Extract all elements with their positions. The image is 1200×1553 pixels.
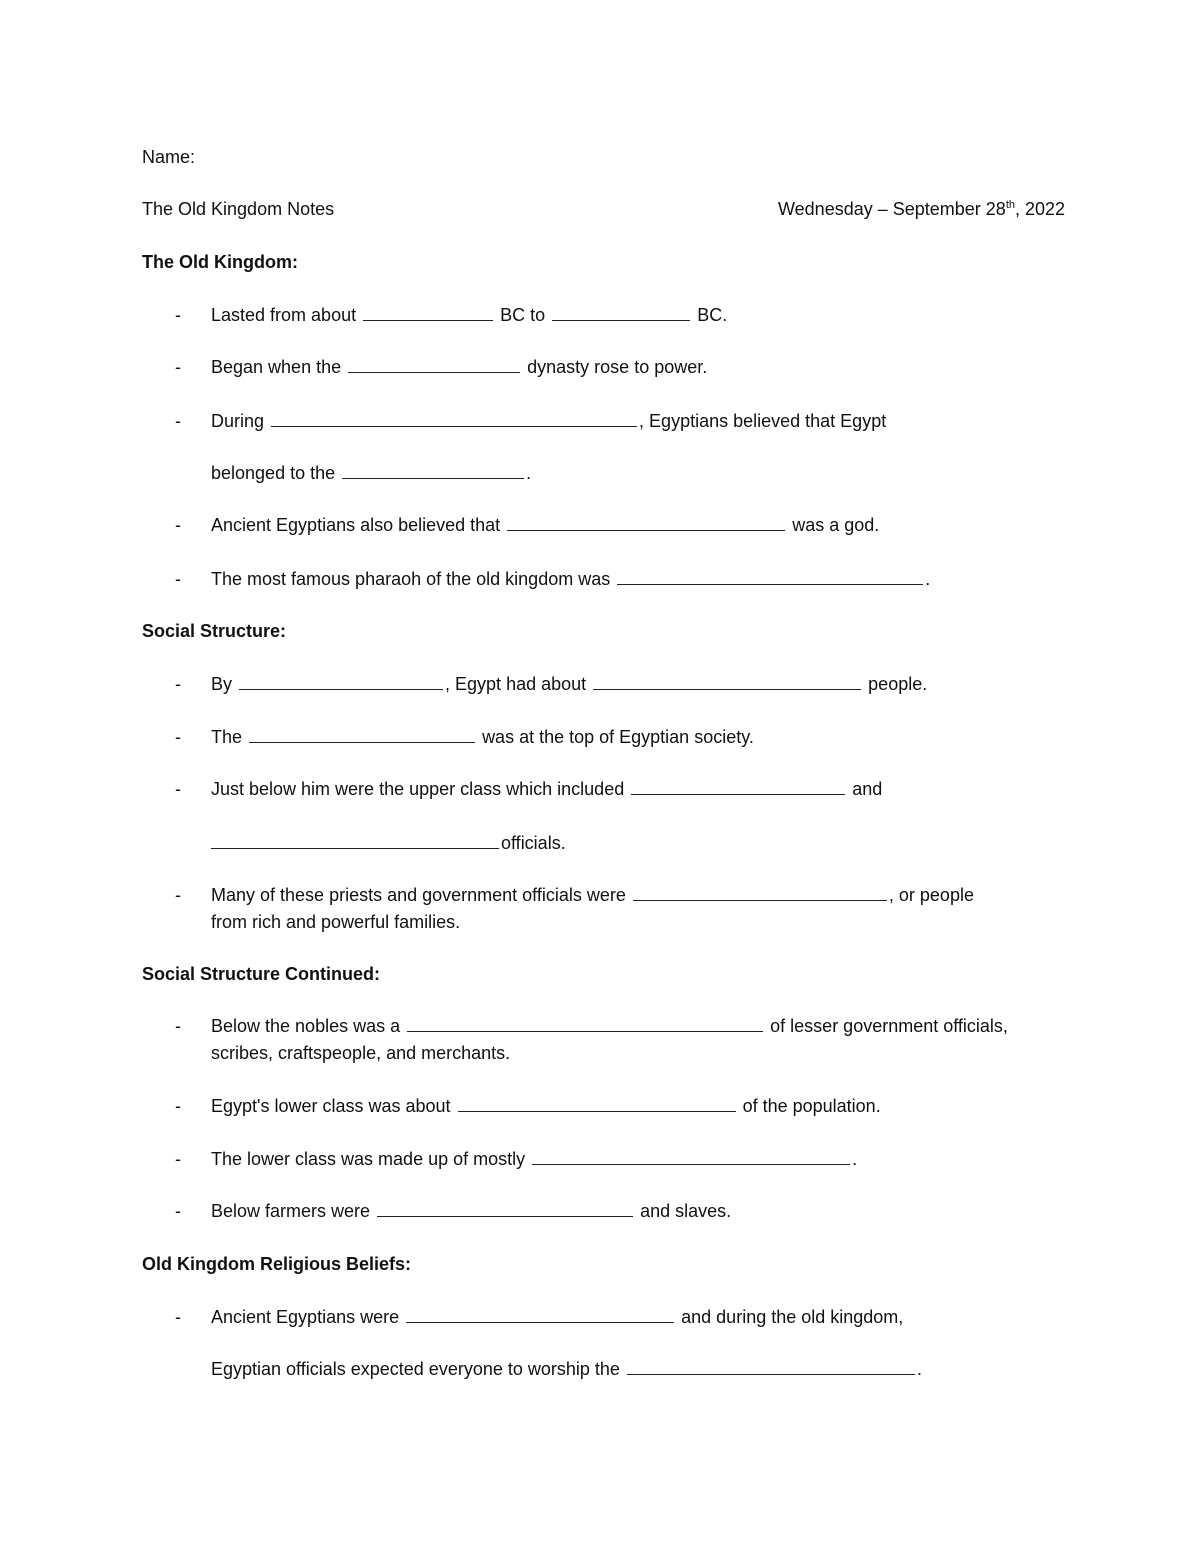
bullet-text: Just below him were the upper class which included: [211, 779, 625, 799]
bullet-text: Ancient Egyptians also believed that: [211, 515, 501, 535]
bullet-text: The most famous pharaoh of the old kingdom was: [211, 569, 611, 589]
date-year: , 2022: [1015, 199, 1066, 219]
bullet-text: of the population.: [742, 1096, 881, 1116]
bullet-famous-pharaoh: [175, 567, 930, 591]
bullet-text: .: [526, 463, 532, 483]
blank-by-year[interactable]: [239, 672, 443, 690]
bullet-text: Egyptian officials expected everyone to worship the: [211, 1359, 620, 1379]
bullet-nobles-cont: from rich and powerful families.: [211, 912, 461, 932]
bullet-dash: -: [175, 1016, 181, 1036]
blank-lower-class-size[interactable]: [458, 1094, 736, 1112]
bullet-text: By: [211, 674, 233, 694]
blank-belonged-to[interactable]: [342, 461, 524, 479]
bullet-text: .: [852, 1149, 858, 1169]
bullet-upper-class-cont: [211, 831, 566, 855]
bullet-text: people.: [868, 674, 928, 694]
bullet-during-cont: [211, 461, 531, 485]
blank-end-year[interactable]: [552, 303, 690, 321]
bullet-top-society: [175, 725, 754, 749]
bullet-dash: -: [175, 779, 181, 799]
bullet-lower-class-makeup: [175, 1147, 857, 1171]
blank-god[interactable]: [507, 513, 785, 531]
bullet-text: , or people: [888, 885, 974, 905]
bullet-text: , Egyptians believed that Egypt: [639, 411, 887, 431]
section-heading-old-kingdom: The Old Kingdom:: [142, 252, 298, 272]
bullet-began: [175, 355, 707, 379]
bullet-text: Began when the: [211, 357, 342, 377]
bullet-below-nobles: [175, 1014, 1008, 1038]
date-ordinal: th: [1005, 199, 1015, 211]
bullet-lower-class-size: [175, 1094, 881, 1118]
bullet-below-nobles-cont: scribes, craftspeople, and merchants.: [211, 1043, 511, 1063]
bullet-dash: -: [175, 411, 181, 431]
worksheet-date: [778, 197, 1065, 221]
blank-dynasty[interactable]: [348, 355, 520, 373]
bullet-text: Below the nobles was a: [211, 1016, 401, 1036]
blank-start-year[interactable]: [363, 303, 493, 321]
blank-worship[interactable]: [627, 1357, 915, 1375]
bullet-text: Ancient Egyptians were: [211, 1307, 400, 1327]
blank-upper-class-2[interactable]: [211, 831, 499, 849]
bullet-text: The: [211, 727, 243, 747]
bullet-lasted: [175, 303, 727, 327]
bullet-text: Egypt's lower class was about: [211, 1096, 451, 1116]
bullet-text: The lower class was made up of mostly: [211, 1149, 526, 1169]
bullet-upper-class: [175, 777, 882, 801]
bullet-text: was at the top of Egyptian society.: [482, 727, 754, 747]
bullet-text: and: [852, 779, 883, 799]
blank-below-farmers[interactable]: [377, 1199, 633, 1217]
blank-below-nobles[interactable]: [407, 1014, 763, 1032]
bullet-dash: -: [175, 674, 181, 694]
bullet-below-farmers: [175, 1199, 731, 1223]
blank-lower-class-makeup[interactable]: [532, 1147, 850, 1165]
blank-upper-class-1[interactable]: [631, 777, 845, 795]
blank-during[interactable]: [271, 409, 637, 427]
bullet-text: officials.: [501, 833, 566, 853]
section-heading-social-structure: Social Structure:: [142, 621, 287, 641]
bullet-religion-cont: [211, 1357, 922, 1381]
bullet-text: .: [925, 569, 931, 589]
date-text: Wednesday – September 28: [778, 199, 1006, 219]
bullet-dash: -: [175, 569, 181, 589]
section-heading-religious-beliefs: Old Kingdom Religious Beliefs:: [142, 1254, 412, 1274]
bullet-text: , Egypt had about: [445, 674, 587, 694]
bullet-text: Many of these priests and government officials were: [211, 885, 626, 905]
bullet-dash: -: [175, 305, 181, 325]
bullet-text: dynasty rose to power.: [527, 357, 708, 377]
bullet-dash: -: [175, 1307, 181, 1327]
blank-population[interactable]: [593, 672, 861, 690]
bullet-during: [175, 409, 886, 433]
bullet-text: BC to: [500, 305, 546, 325]
bullet-text: and slaves.: [640, 1201, 732, 1221]
blank-top-society[interactable]: [249, 725, 475, 743]
bullet-dash: -: [175, 727, 181, 747]
title-row: [142, 197, 1142, 221]
bullet-text: BC.: [697, 305, 728, 325]
bullet-dash: -: [175, 885, 181, 905]
bullet-text: was a god.: [792, 515, 880, 535]
bullet-dash: -: [175, 1201, 181, 1221]
blank-nobles[interactable]: [633, 883, 887, 901]
bullet-population: [175, 672, 927, 696]
bullet-religion: [175, 1305, 903, 1329]
bullet-text: belonged to the: [211, 463, 336, 483]
bullet-dash: -: [175, 1149, 181, 1169]
bullet-text: Below farmers were: [211, 1201, 371, 1221]
bullet-dash: -: [175, 515, 181, 535]
bullet-text: of lesser government officials,: [770, 1016, 1008, 1036]
name-label: Name:: [142, 147, 196, 167]
worksheet-title: The Old Kingdom Notes: [142, 199, 335, 219]
blank-pharaoh[interactable]: [617, 567, 923, 585]
bullet-dash: -: [175, 357, 181, 377]
bullet-text: and during the old kingdom,: [681, 1307, 904, 1327]
bullet-text: Lasted from about: [211, 305, 357, 325]
bullet-text: During: [211, 411, 265, 431]
bullet-text: .: [916, 1359, 922, 1379]
bullet-nobles: [175, 883, 974, 907]
bullet-believed-god: [175, 513, 879, 537]
blank-religion-type[interactable]: [406, 1305, 674, 1323]
bullet-dash: -: [175, 1096, 181, 1116]
section-heading-social-structure-continued: Social Structure Continued:: [142, 964, 381, 984]
